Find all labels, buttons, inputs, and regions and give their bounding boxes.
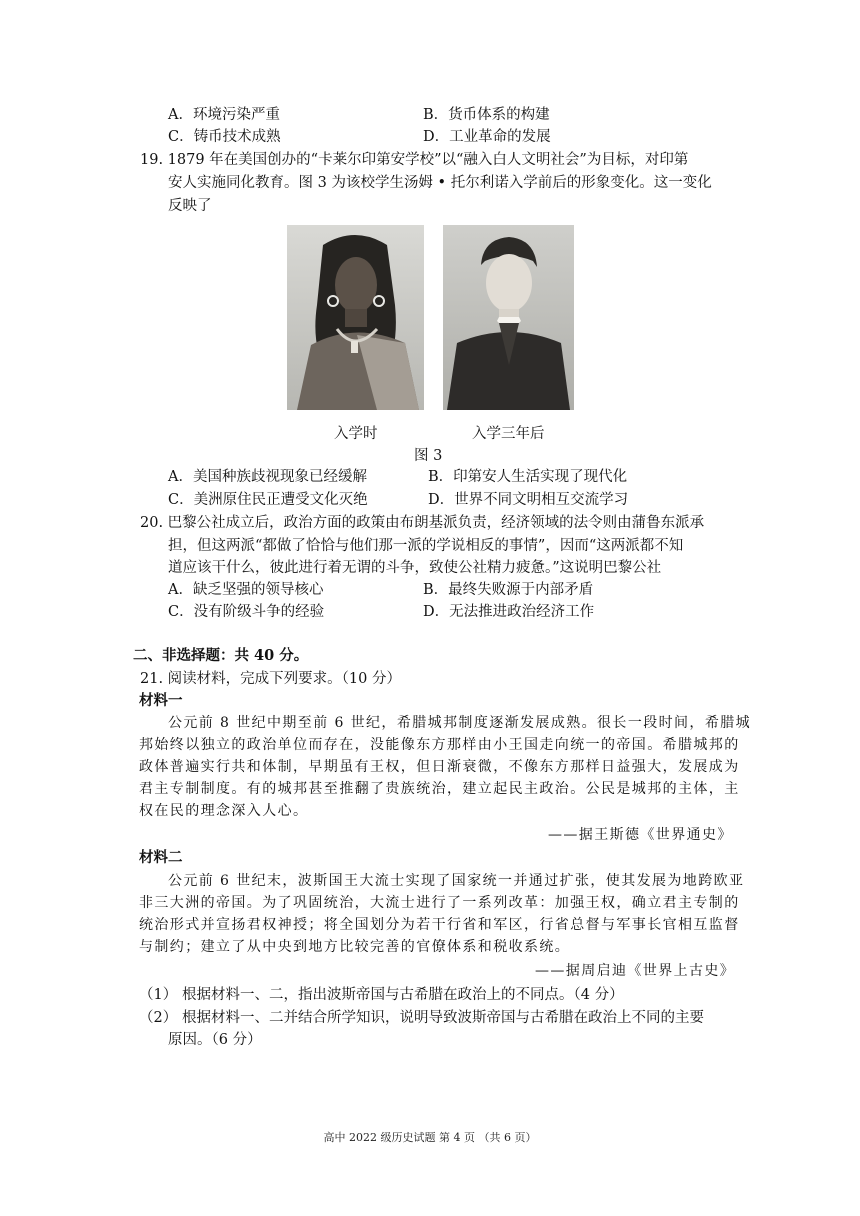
figure-label: 图 3 — [414, 448, 443, 464]
q19-stem-line-2: 安人实施同化教育。图 3 为该校学生汤姆 • 托尔利诺入学前后的形象变化。这一变化 — [168, 175, 712, 191]
portrait-before-image — [287, 225, 424, 410]
subquestion-2-line-1: 根据材料一、二并结合所学知识，说明导致波斯帝国与古希腊在政治上不同的主要 — [182, 1010, 704, 1026]
q20-option-b: B．最终失败源于内部矛盾 — [423, 582, 594, 598]
subquestion-2-line-2: 原因。（6 分） — [168, 1032, 262, 1048]
photo-after-three-years — [443, 225, 574, 410]
material-1-line-4: 君主专制制度。有的城邦甚至推翻了贵族统治，建立起民主政治。公民是城邦的主体，主 — [139, 781, 740, 797]
material-2-line-2: 非三大洲的帝国。为了巩固统治，大流士进行了一系列改革：加强王权，确立君主专制的 — [139, 895, 740, 911]
page-footer: 高中 2022 级历史试题 第 4 页 （共 6 页） — [323, 1131, 537, 1144]
q19-option-a: A．美国种族歧视现象已经缓解 — [168, 469, 367, 485]
photo-before-enrollment — [287, 225, 424, 410]
q19-option-c: C．美洲原住民正遭受文化灭绝 — [168, 492, 368, 508]
material-1-line-5: 权在民的理念深入人心。 — [139, 803, 309, 819]
material-2-line-4: 与制约；建立了从中央到地方比较完善的官僚体系和税收系统。 — [139, 939, 571, 955]
q19-option-b: B．印第安人生活实现了现代化 — [428, 469, 628, 485]
material-1-source: ——据王斯德《世界通史》 — [548, 827, 733, 843]
material-1-line-3: 政体普遍实行共和体制，早期虽有王权，但日渐衰微，不像东方那样日益强大，发展成为 — [139, 759, 740, 775]
q21-intro: 21. 阅读材料，完成下列要求。（10 分） — [140, 671, 401, 687]
q20-stem-line-3: 道应该干什么，彼此进行着无谓的斗争，致使公社精力疲惫。”这说明巴黎公社 — [168, 560, 662, 576]
section-2-heading: 二、非选择题：共 40 分。 — [133, 647, 309, 664]
q18-option-c: C．铸币技术成熟 — [168, 129, 281, 145]
material-1-title: 材料一 — [139, 692, 183, 709]
q20-option-d: D．无法推进政治经济工作 — [423, 604, 595, 620]
material-2-source: ——据周启迪《世界上古史》 — [535, 963, 736, 979]
q18-option-d: D．工业革命的发展 — [423, 129, 551, 145]
subquestion-1-number: （1） — [139, 987, 178, 1003]
subquestion-2-number: （2） — [139, 1010, 178, 1026]
material-2-title: 材料二 — [139, 849, 183, 866]
material-2-line-3: 统治形式并宣扬君权神授；将全国划分为若干行省和军区，行省总督与军事长官相互监督 — [139, 917, 740, 933]
q20-option-a: A．缺乏坚强的领导核心 — [168, 582, 324, 598]
q19-stem-line-1: 19. 1879 年在美国创办的“卡莱尔印第安学校”以“融入白人文明社会”为目标，对印第 — [140, 152, 689, 168]
caption-before: 入学时 — [334, 426, 378, 442]
q20-stem-line-1: 20. 巴黎公社成立后，政治方面的政策由布朗基派负责，经济领域的法令则由蒲鲁东派承 — [140, 515, 705, 531]
q18-option-a: A．环境污染严重 — [168, 107, 280, 123]
q18-option-b: B．货币体系的构建 — [423, 107, 550, 123]
portrait-after-image — [443, 225, 574, 410]
subquestion-1-text: 根据材料一、二，指出波斯帝国与古希腊在政治上的不同点。（4 分） — [182, 987, 624, 1003]
material-1-line-2: 邦始终以独立的政治单位而存在，没能像东方那样由小王国走向统一的帝国。希腊城邦的 — [139, 737, 740, 753]
material-1-line-1: 公元前 8 世纪中期至前 6 世纪，希腊城邦制度逐渐发展成熟。很长一段时间，希腊城 — [168, 715, 752, 731]
q19-stem-line-3: 反映了 — [168, 198, 212, 214]
q20-option-c: C．没有阶级斗争的经验 — [168, 604, 325, 620]
material-2-line-1: 公元前 6 世纪末，波斯国王大流士实现了国家统一并通过扩张，使其发展为地跨欧亚 — [168, 873, 745, 889]
q19-option-d: D．世界不同文明相互交流学习 — [428, 492, 629, 508]
q20-stem-line-2: 担，但这两派“都做了恰恰与他们那一派的学说相反的事情”，因而“这两派都不知 — [168, 538, 684, 554]
caption-after: 入学三年后 — [472, 426, 545, 442]
